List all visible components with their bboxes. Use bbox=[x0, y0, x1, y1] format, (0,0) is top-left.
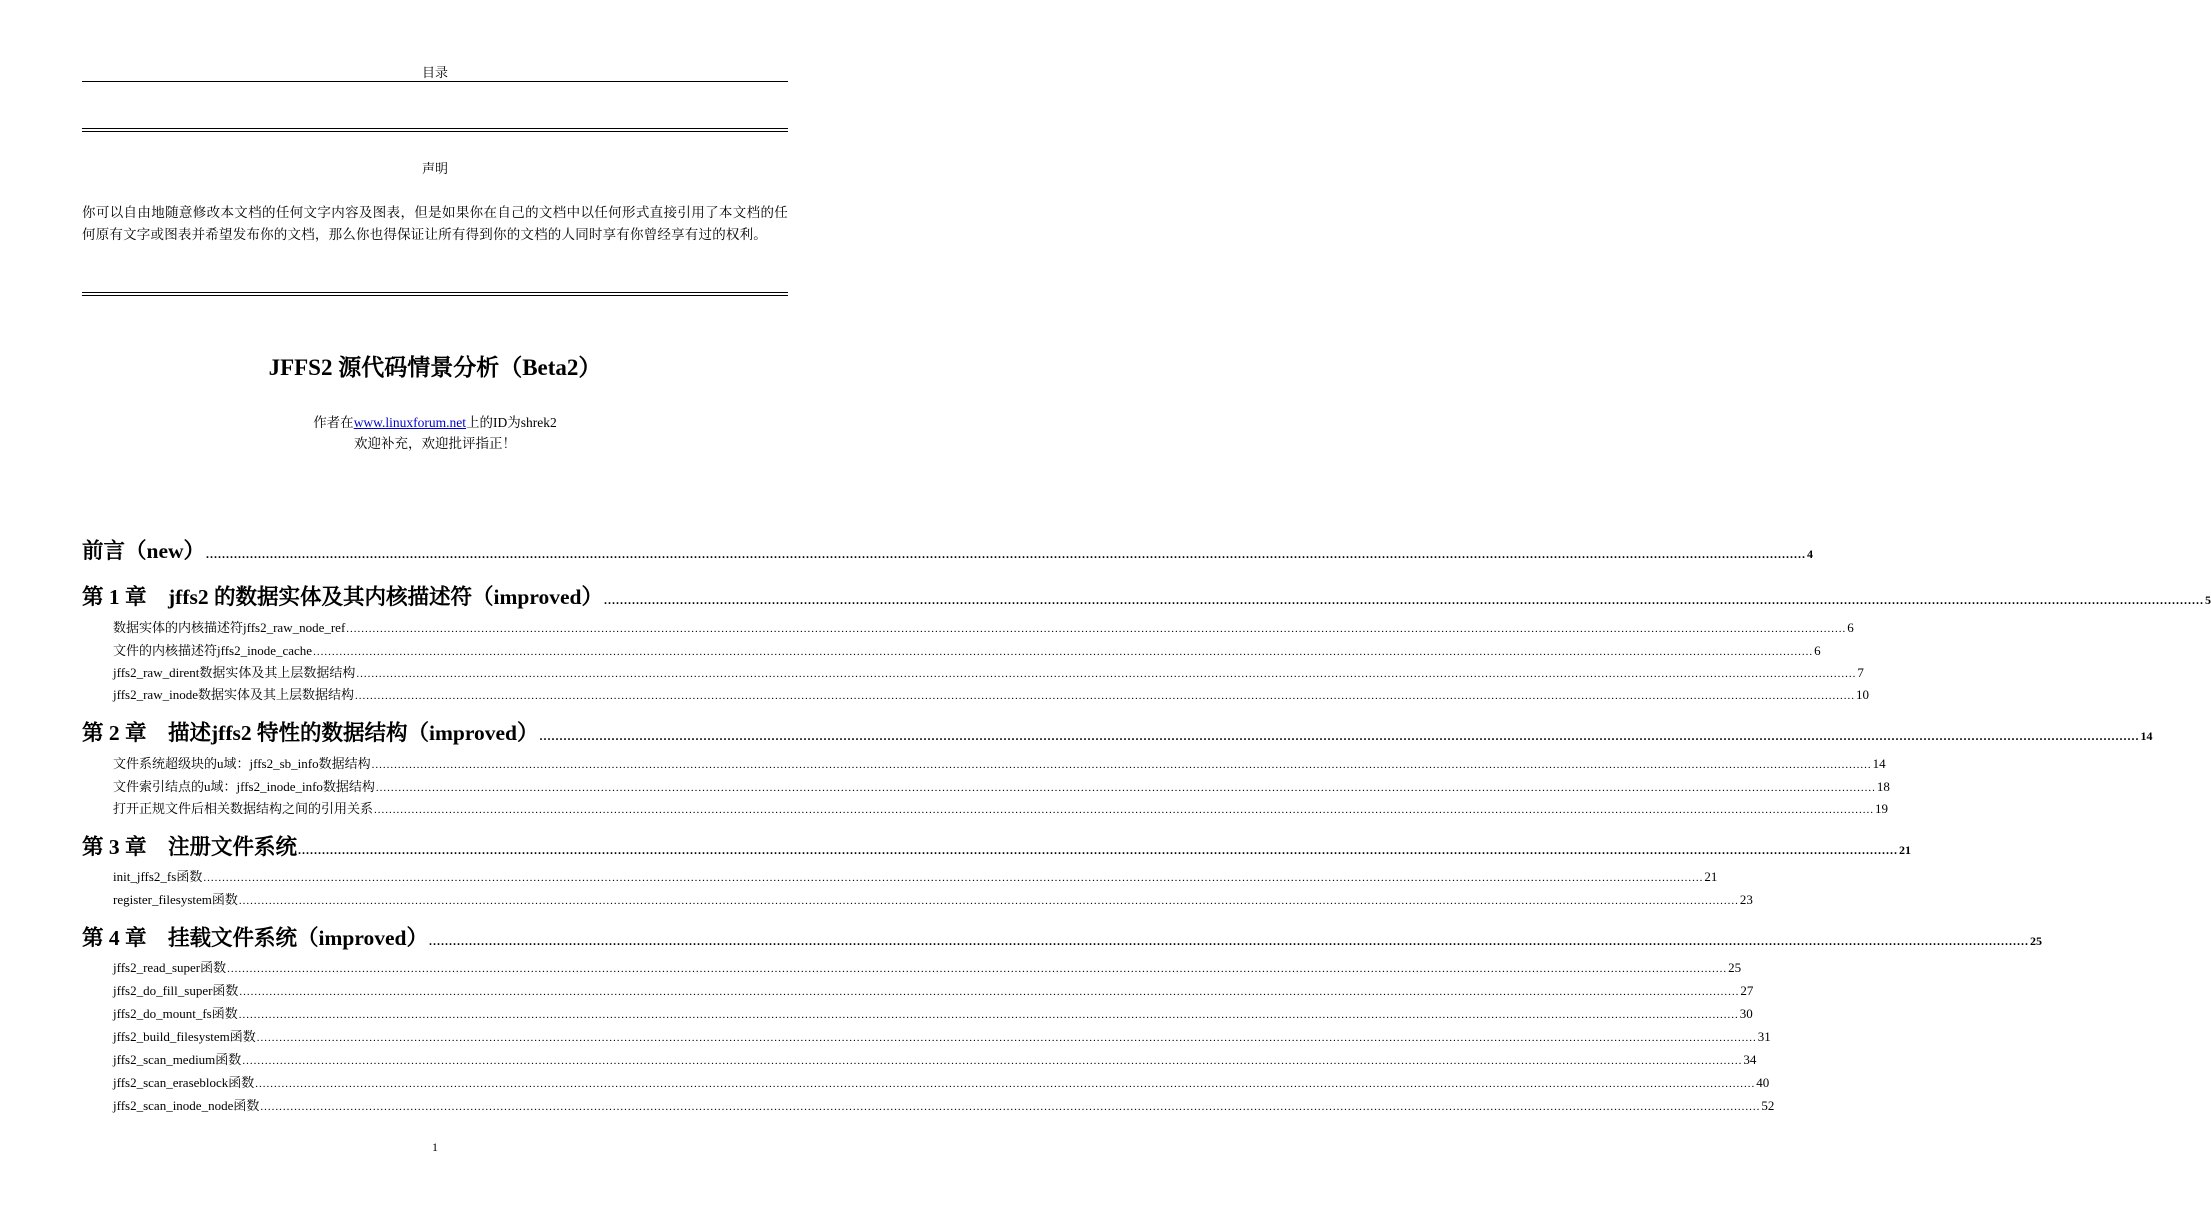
author-block bbox=[82, 412, 788, 454]
toc-leader-dots: ................................................................................................................................................................................................................................................................................................................................................................................................................ bbox=[227, 963, 1728, 975]
toc-entry-title: 第 1 章 jffs2 的数据实体及其内核描述符（improved） bbox=[82, 585, 603, 609]
toc-entry-title: init_jffs2_fs函数 bbox=[113, 869, 203, 884]
document-title: JFFS2 源代码情景分析（Beta2） bbox=[268, 355, 602, 380]
toc-section-entry[interactable] bbox=[113, 662, 1864, 681]
toc-leader-dots: ................................................................................................................................................................................................................................................................................................................................................................................................................ bbox=[242, 1055, 1743, 1067]
toc-entry-title: jffs2_scan_inode_node函数 bbox=[113, 1098, 260, 1113]
toc-leader-dots: ................................................................................................................................................................................................................................................................................................................................................................................................................ bbox=[256, 1032, 1757, 1044]
declaration-body: 你可以自由地随意修改本文档的任何文字内容及图表，但是如果你在自己的文档中以任何形式直接引用了本文档的任何原有文字或图表并希望发布你的文档，那么你也得保证让所有得到你的文档的人同时享有你曾经享有过的权利。 bbox=[82, 205, 788, 242]
toc-section-entry[interactable] bbox=[113, 889, 1753, 908]
toc-leader-dots: ................................................................................................................................................................................................................................................................................................................................................................................................................ bbox=[346, 623, 1847, 635]
author-suffix: 上的ID为shrek2 bbox=[466, 415, 557, 430]
toc-entry-page: 52 bbox=[1761, 1098, 1775, 1113]
toc-entry-page: 5 bbox=[2204, 593, 2211, 607]
toc-entry-page: 30 bbox=[1739, 1006, 1753, 1021]
page-number: 1 bbox=[432, 1140, 438, 1154]
toc-leader-dots: ................................................................................................................................................................................................................................................................................................................................................................................................................ bbox=[354, 690, 1855, 702]
declaration-bottom-rule bbox=[82, 292, 788, 296]
toc-entry-title: jffs2_scan_medium函数 bbox=[113, 1052, 242, 1067]
toc-leader-dots: ................................................................................................................................................................................................................................................................................................................................................................................................................ bbox=[206, 547, 1807, 561]
forum-link[interactable]: www.linuxforum.net bbox=[353, 415, 467, 430]
toc-entry-page: 18 bbox=[1876, 779, 1890, 794]
toc-leader-dots: ................................................................................................................................................................................................................................................................................................................................................................................................................ bbox=[203, 872, 1704, 884]
toc-section-entry[interactable] bbox=[113, 1026, 1771, 1045]
toc-leader-dots: ................................................................................................................................................................................................................................................................................................................................................................................................................ bbox=[238, 895, 1739, 907]
toc-entry-page: 4 bbox=[1807, 547, 1814, 561]
toc-entry-title: jffs2_read_super函数 bbox=[113, 960, 227, 975]
toc-section-entry[interactable] bbox=[113, 1049, 1757, 1068]
toc-chapter-entry[interactable] bbox=[82, 830, 1912, 861]
toc-section-entry[interactable] bbox=[113, 640, 1821, 659]
toc-section-entry[interactable] bbox=[113, 1095, 1775, 1114]
toc-leader-dots: ................................................................................................................................................................................................................................................................................................................................................................................................................ bbox=[603, 593, 2204, 607]
toc-entry-page: 6 bbox=[1814, 643, 1821, 658]
toc-leader-dots: ................................................................................................................................................................................................................................................................................................................................................................................................................ bbox=[260, 1101, 1761, 1113]
toc-leader-dots: ................................................................................................................................................................................................................................................................................................................................................................................................................ bbox=[539, 729, 2140, 743]
toc-entry-title: 前言（new） bbox=[82, 539, 206, 563]
toc-entry-page: 23 bbox=[1739, 892, 1753, 907]
toc-entry-title: 文件的内核描述符jffs2_inode_cache bbox=[113, 643, 313, 658]
toc-chapter-entry[interactable] bbox=[82, 580, 2211, 611]
toc-entry-page: 34 bbox=[1743, 1052, 1757, 1067]
toc-entry-page: 27 bbox=[1740, 983, 1754, 998]
toc-entry-page: 14 bbox=[1872, 756, 1886, 771]
toc-entry-title: jffs2_do_mount_fs函数 bbox=[113, 1006, 238, 1021]
declaration-top-rule bbox=[82, 128, 788, 132]
toc-section-entry[interactable] bbox=[113, 617, 1854, 636]
toc-leader-dots: ................................................................................................................................................................................................................................................................................................................................................................................................................ bbox=[298, 843, 1899, 857]
toc-chapter-entry[interactable] bbox=[82, 534, 1814, 565]
toc-section-entry[interactable] bbox=[113, 866, 1718, 885]
toc-entry-page: 7 bbox=[1857, 665, 1864, 680]
toc-entry-page: 19 bbox=[1875, 801, 1889, 816]
toc-leader-dots: ................................................................................................................................................................................................................................................................................................................................................................................................................ bbox=[356, 668, 1857, 680]
toc-entry-title: 文件系统超级块的u域：jffs2_sb_info数据结构 bbox=[113, 756, 371, 771]
running-header: 目录 bbox=[421, 65, 448, 80]
toc-section-entry[interactable] bbox=[113, 753, 1886, 772]
toc-leader-dots: ................................................................................................................................................................................................................................................................................................................................................................................................................ bbox=[238, 1009, 1739, 1021]
toc-entry-title: jffs2_build_filesystem函数 bbox=[113, 1029, 256, 1044]
toc-entry-title: 第 3 章 注册文件系统 bbox=[82, 835, 298, 859]
toc-section-entry[interactable] bbox=[113, 798, 1889, 817]
toc-leader-dots: ................................................................................................................................................................................................................................................................................................................................................................................................................ bbox=[429, 934, 2029, 948]
toc-entry-page: 25 bbox=[2030, 934, 2042, 948]
welcome-line: 欢迎补充，欢迎批评指正！ bbox=[354, 436, 516, 451]
toc-entry-title: 第 2 章 描述jffs2 特性的数据结构（improved） bbox=[82, 721, 539, 745]
toc-entry-title: 文件索引结点的u域：jffs2_inode_info数据结构 bbox=[113, 779, 375, 794]
toc-entry-title: jffs2_raw_inode数据实体及其上层数据结构 bbox=[113, 687, 354, 702]
toc-entry-title: 数据实体的内核描述符jffs2_raw_node_ref bbox=[113, 620, 346, 635]
toc-entry-page: 14 bbox=[2140, 729, 2153, 743]
toc-entry-page: 25 bbox=[1728, 960, 1742, 975]
toc-chapter-entry[interactable] bbox=[82, 921, 2042, 952]
toc-entry-page: 40 bbox=[1756, 1075, 1770, 1090]
toc-entry-title: jffs2_raw_dirent数据实体及其上层数据结构 bbox=[113, 665, 356, 680]
toc-leader-dots: ................................................................................................................................................................................................................................................................................................................................................................................................................ bbox=[255, 1078, 1756, 1090]
toc-entry-title: jffs2_scan_eraseblock函数 bbox=[113, 1075, 255, 1090]
toc-entry-page: 21 bbox=[1899, 843, 1912, 857]
toc-entry-page: 6 bbox=[1847, 620, 1854, 635]
toc-leader-dots: ................................................................................................................................................................................................................................................................................................................................................................................................................ bbox=[375, 782, 1876, 794]
toc-leader-dots: ................................................................................................................................................................................................................................................................................................................................................................................................................ bbox=[313, 646, 1814, 658]
toc-section-entry[interactable] bbox=[113, 957, 1742, 976]
toc-entry-title: register_filesystem函数 bbox=[113, 892, 238, 907]
header-rule bbox=[82, 81, 788, 82]
author-line bbox=[82, 412, 788, 433]
toc-entry-page: 10 bbox=[1855, 687, 1869, 702]
author-prefix: 作者在 bbox=[313, 415, 354, 430]
toc-chapter-entry[interactable] bbox=[82, 716, 2153, 747]
toc-section-entry[interactable] bbox=[113, 1072, 1770, 1091]
toc-section-entry[interactable] bbox=[113, 684, 1869, 703]
toc-leader-dots: ................................................................................................................................................................................................................................................................................................................................................................................................................ bbox=[371, 759, 1872, 771]
toc-section-entry[interactable] bbox=[113, 980, 1754, 999]
toc-entry-title: 第 4 章 挂载文件系统（improved） bbox=[82, 926, 428, 950]
toc-entry-title: jffs2_do_fill_super函数 bbox=[113, 983, 239, 998]
toc-entry-page: 21 bbox=[1704, 869, 1718, 884]
toc-entry-title: 打开正规文件后相关数据结构之间的引用关系 bbox=[113, 801, 374, 816]
toc-leader-dots: ................................................................................................................................................................................................................................................................................................................................................................................................................ bbox=[239, 986, 1740, 998]
toc-entry-page: 31 bbox=[1757, 1029, 1771, 1044]
declaration-title: 声明 bbox=[421, 161, 448, 176]
toc-leader-dots: ................................................................................................................................................................................................................................................................................................................................................................................................................ bbox=[374, 804, 1875, 816]
toc-section-entry[interactable] bbox=[113, 1003, 1753, 1022]
toc-section-entry[interactable] bbox=[113, 776, 1890, 795]
